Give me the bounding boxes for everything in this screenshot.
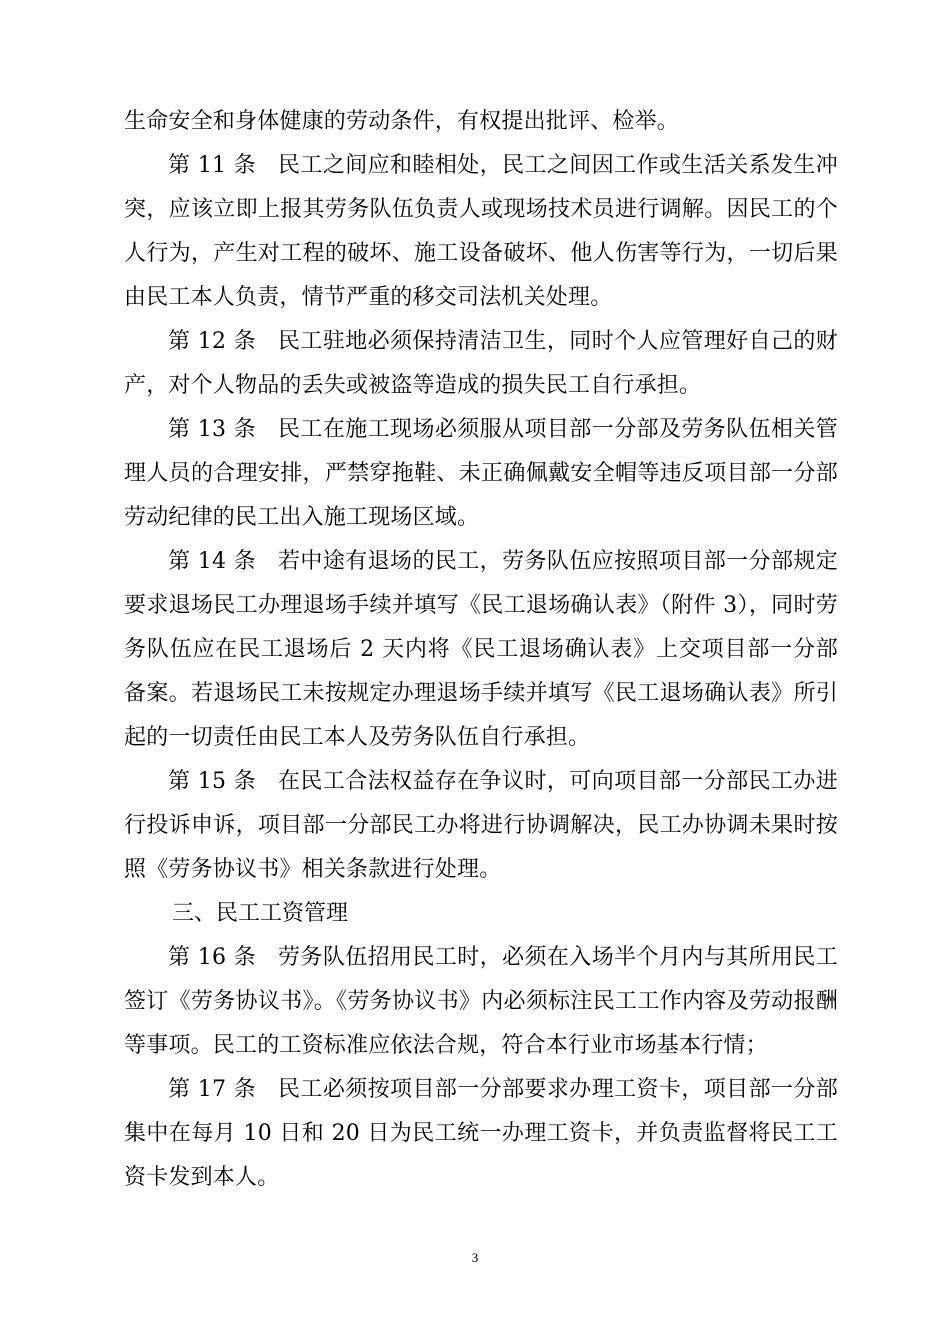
article-number: 第 11 条 — [168, 153, 257, 178]
article-number: 第 14 条 — [168, 549, 257, 574]
article-15 — [124, 760, 838, 892]
article-12 — [124, 320, 838, 408]
article-number: 第 16 条 — [168, 945, 257, 970]
article-text: 劳务队伍招用民工时，必须在入场半个月内与其所用民工签订《劳务协议书》。《劳务协议书》内必须标注民工工作内容及劳动报酬等事项。民工的工资标准应依法合规，符合本行业市场基本行情； — [124, 945, 838, 1058]
article-number: 第 15 条 — [168, 769, 257, 794]
article-text: 在民工合法权益存在争议时，可向项目部一分部民工办进行投诉申诉，项目部一分部民工办将进行协调解决，民工办协调未果时按照《劳务协议书》相关条款进行处理。 — [124, 769, 838, 882]
continuation-paragraph: 生命安全和身体健康的劳动条件，有权提出批评、检举。 — [124, 109, 680, 134]
article-14 — [124, 540, 838, 760]
article-text: 若中途有退场的民工，劳务队伍应按照项目部一分部规定要求退场民工办理退场手续并填写《民工退场确认表》（附件 3），同时劳务队伍应在民工退场后 2 天内将《民工退场确认表》上交项目部一分部备案。若退场民工未按规定办理退场手续并填写《民工退场确认表》所引起的一切责任由民工本人及劳务队伍自行承担。 — [124, 549, 838, 750]
page-number: 3 — [471, 1250, 479, 1265]
article-text: 民工在施工现场必须服从项目部一分部及劳务队伍相关管理人员的合理安排，严禁穿拖鞋、未正确佩戴安全帽等违反项目部一分部劳动纪律的民工出入施工现场区域。 — [124, 417, 838, 530]
article-number: 第 17 条 — [168, 1077, 257, 1102]
article-number: 第 13 条 — [168, 417, 257, 442]
article-text: 民工驻地必须保持清洁卫生，同时个人应管理好自己的财产，对个人物品的丢失或被盗等造成的损失民工自行承担。 — [124, 329, 838, 398]
article-16 — [124, 936, 838, 1068]
article-text: 民工之间应和睦相处，民工之间因工作或生活关系发生冲突，应该立即上报其劳务队伍负责人或现场技术员进行调解。因民工的个人行为，产生对工程的破坏、施工设备破坏、他人伤害等行为，一切后果由民工本人负责，情节严重的移交司法机关处理。 — [124, 153, 838, 310]
document-body — [124, 100, 838, 1200]
section-heading-wages: 三、民工工资管理 — [172, 901, 349, 926]
article-number: 第 12 条 — [168, 329, 257, 354]
article-11 — [124, 144, 838, 320]
article-13 — [124, 408, 838, 540]
article-17 — [124, 1068, 838, 1200]
article-text: 民工必须按项目部一分部要求办理工资卡，项目部一分部集中在每月 10 日和 20 日为民工统一办理工资卡，并负责监督将民工工资卡发到本人。 — [124, 1077, 838, 1190]
